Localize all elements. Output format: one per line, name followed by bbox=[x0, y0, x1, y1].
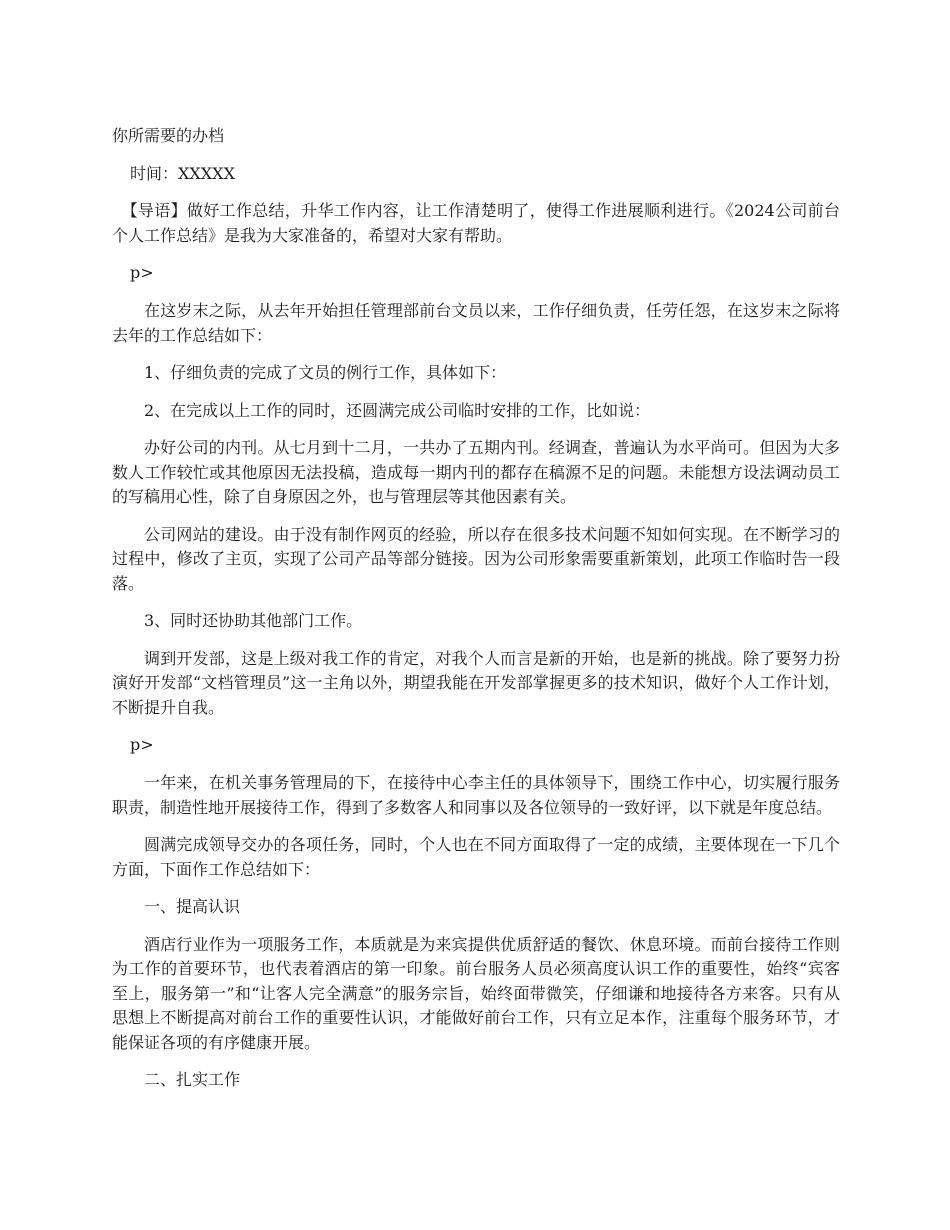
p-tag-1: p> bbox=[130, 263, 154, 282]
p-tag-2: p> bbox=[130, 735, 154, 754]
paragraph-4: 调到开发部，这是上级对我工作的肯定，对我个人而言是新的开始，也是新的挑战。除了要努力扮演好开发部“文档管理员”这一主角以外，期望我能在开发部掌握更多的技术知识，做好个人工作计划，不断提升自我。 bbox=[112, 648, 840, 717]
section-heading-2: 二、扎实工作 bbox=[144, 1070, 241, 1089]
document-title: 你所需要的办档 bbox=[112, 126, 225, 145]
paragraph-2: 办好公司的内刊。从七月到十二月，一共办了五期内刊。经调查，普遍认为水平尚可。但因为大多数人工作较忙或其他原因无法投稿，造成每一期内刊的都存在稿源不足的问题。未能想方设法调动员工的写稿用心性，除了自身原因之外，也与管理层等其他因素有关。 bbox=[112, 438, 840, 506]
lead-paragraph: 【导语】做好工作总结，升华工作内容，让工作清楚明了，使得工作进展顺利进行。《2024公司前台个人工作总结》是我为大家准备的，希望对大家有帮助。 bbox=[112, 201, 840, 245]
paragraph-3: 公司网站的建设。由于没有制作网页的经验，所以存在很多技术问题不知如何实现。在不断学习的过程中，修改了主页，实现了公司产品等部分链接。因为公司形象需要重新策划，此项工作临时告一段落。 bbox=[112, 524, 840, 593]
document-page bbox=[112, 124, 840, 1106]
list-item-2: 2、在完成以上工作的同时，还圆满完成公司临时安排的工作，比如说： bbox=[144, 400, 651, 420]
list-item-3: 3、同时还协助其他部门工作。 bbox=[144, 611, 363, 630]
paragraph-7: 酒店行业作为一项服务工作，本质就是为来宾提供优质舒适的餐饮、休息环境。而前台接待工作则为工作的首要环节，也代表着酒店的第一印象。前台服务人员必须高度认识工作的重要性，始终“宾客至上，服务第一”和“让客人完全满意”的服务宗旨，始终面带微笑，仔细谦和地接待各方来客。只有从思想上不断提高对前台工作的重要性认识，才能做好前台工作，只有立足本作，注重每个服务环节，才能保证各项的有序健康开展。 bbox=[112, 934, 840, 1052]
paragraph-6: 圆满完成领导交办的各项任务，同时，个人也在不同方面取得了一定的成绩，主要体现在一下几个方面，下面作工作总结如下： bbox=[112, 835, 840, 879]
section-heading-1: 一、提高认识 bbox=[144, 897, 241, 916]
list-item-1: 1、仔细负责的完成了文员的例行工作，具体如下： bbox=[144, 363, 507, 382]
paragraph-1: 在这岁末之际，从去年开始担任管理部前台文员以来，工作仔细负责，任劳任怨，在这岁末之际将去年的工作总结如下： bbox=[112, 301, 840, 345]
time-line: 时间：XXXXX bbox=[130, 164, 235, 183]
paragraph-5: 一年来，在机关事务管理局的下，在接待中心李主任的具体领导下，围绕工作中心，切实履行服务职责，制造性地开展接待工作，得到了多数客人和同事以及各位领导的一致好评，以下就是年度总结。 bbox=[112, 773, 840, 817]
